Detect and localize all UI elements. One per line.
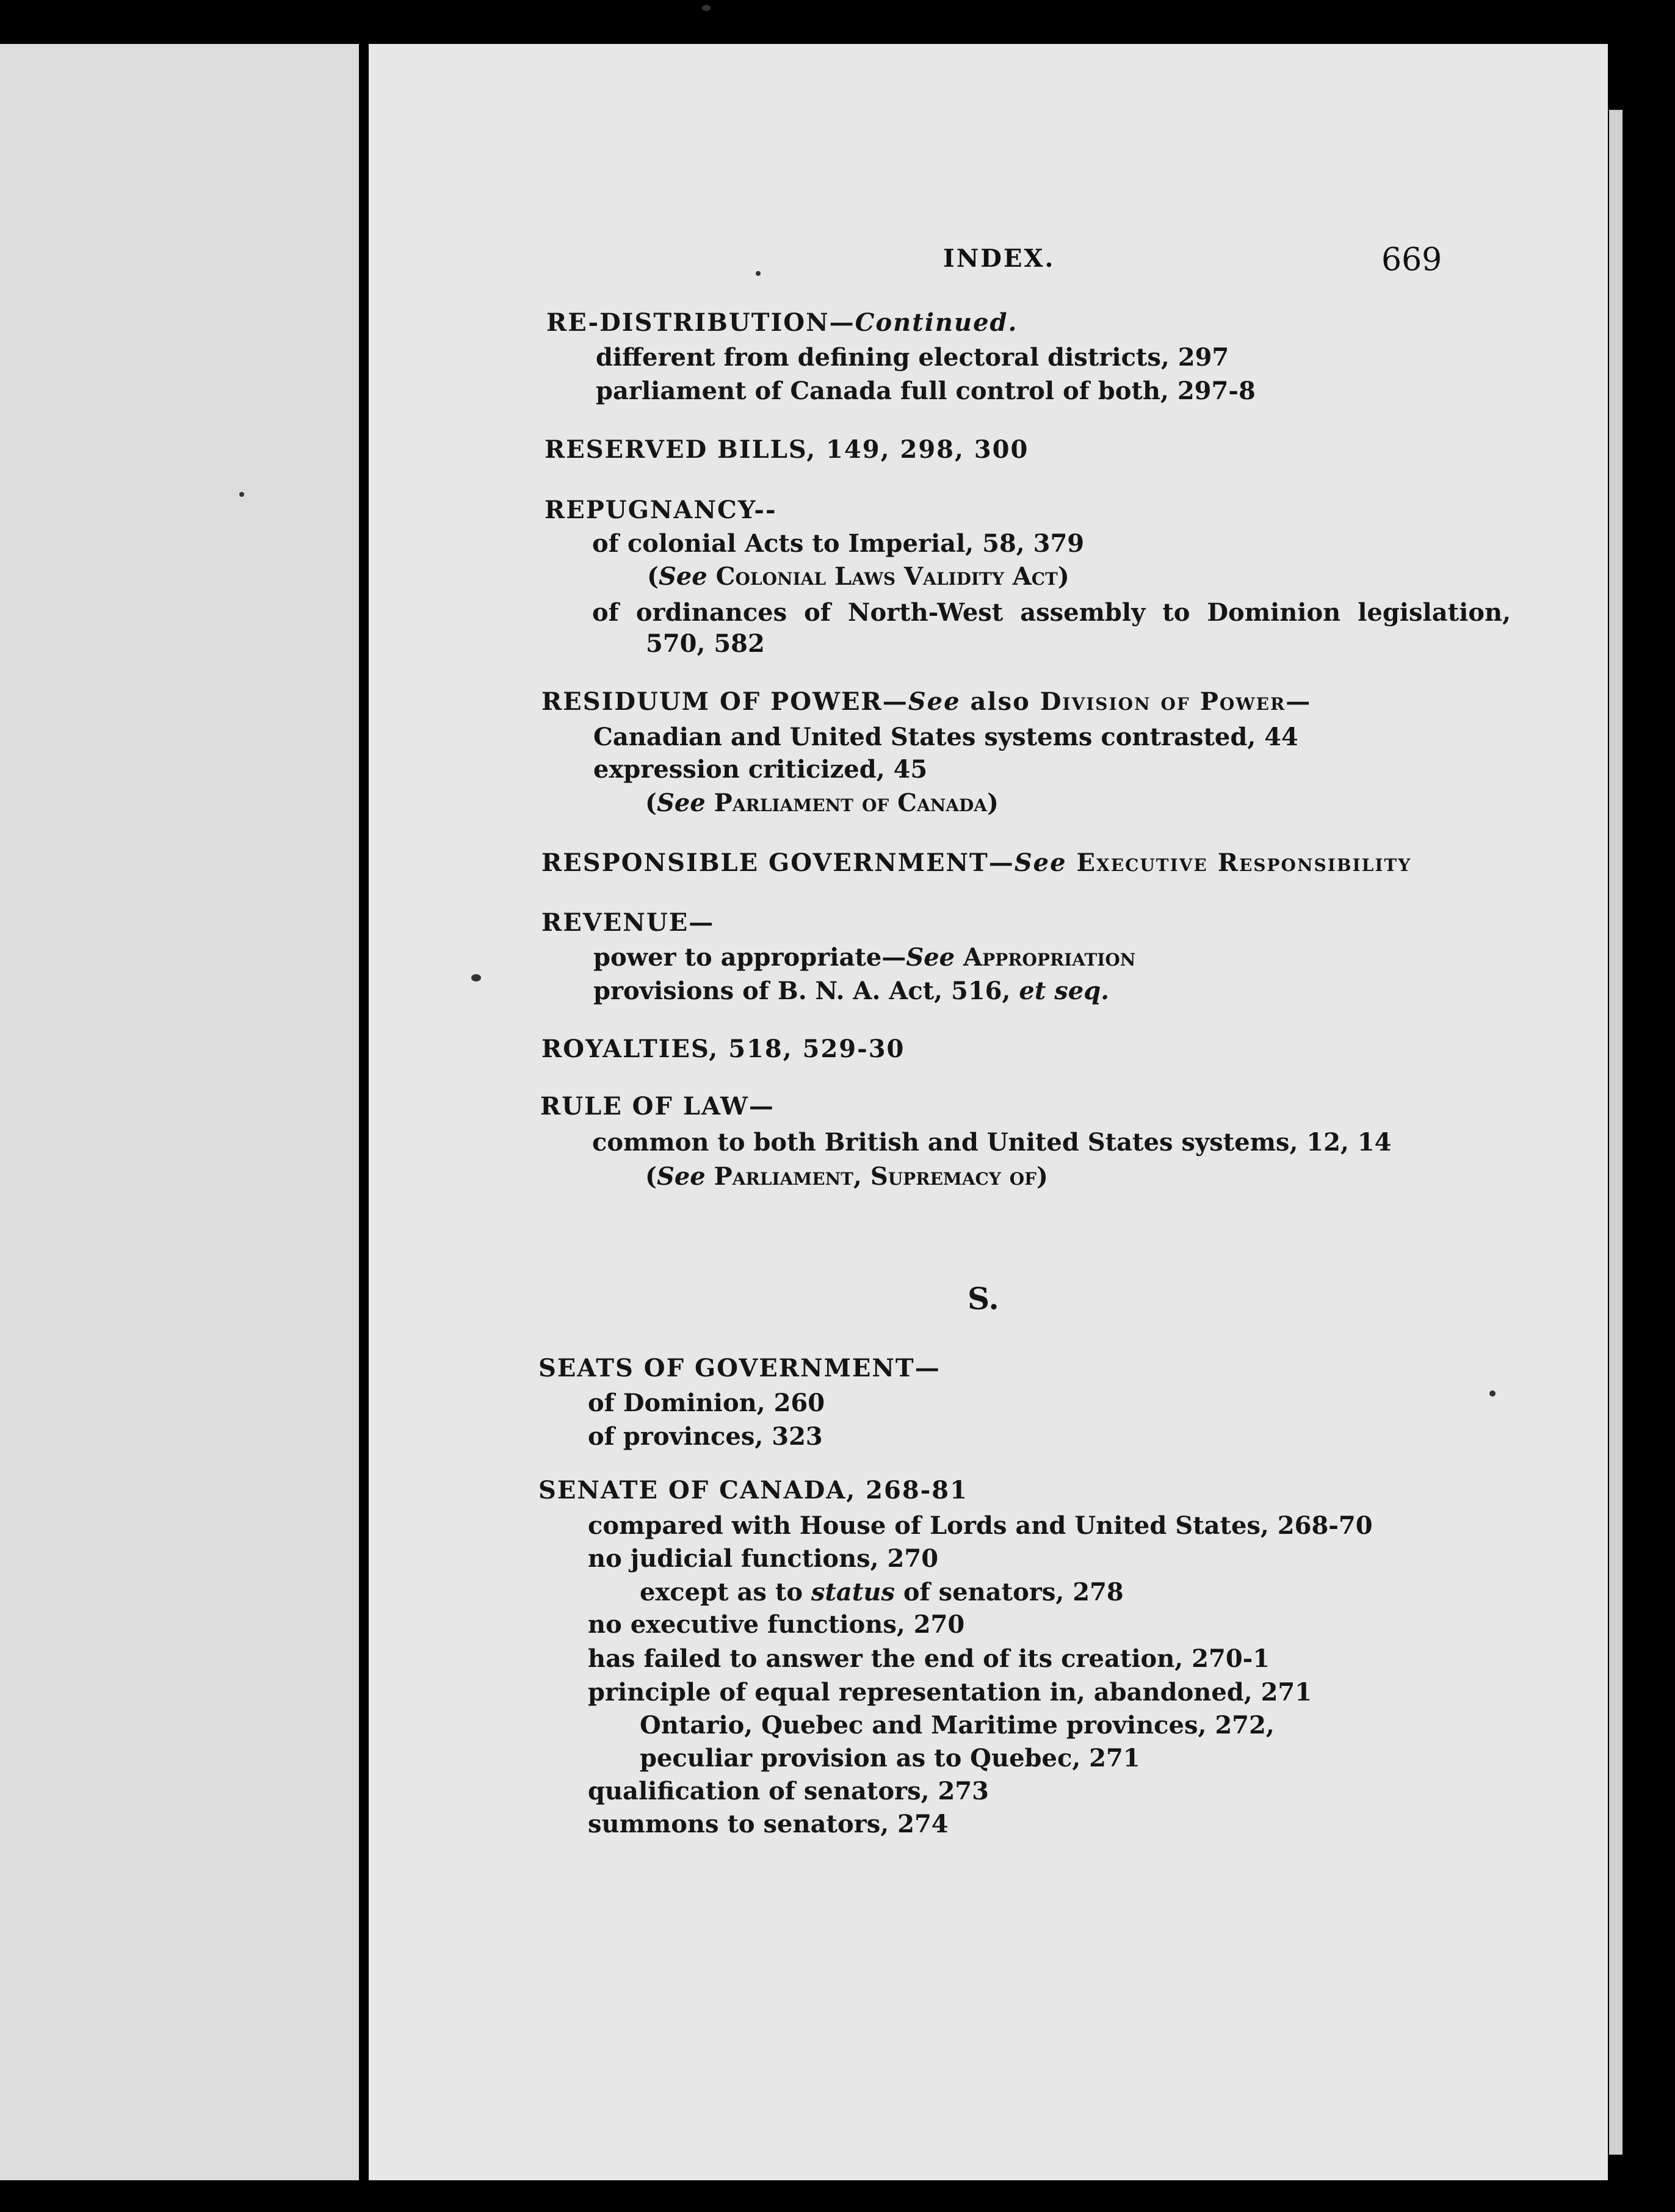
entry-heading-responsible-government bbox=[541, 848, 1411, 877]
entry-heading-royalties: ROYALTIES, 518, 529-30 bbox=[541, 1035, 905, 1063]
subentry bbox=[593, 977, 1109, 1005]
subentry-text: power to appropriate— bbox=[593, 943, 906, 972]
see-label: See bbox=[908, 687, 961, 716]
subentry: has failed to answer the end of its creation, 270-1 bbox=[588, 1644, 1270, 1673]
paren: ( bbox=[645, 789, 657, 817]
heading-dash: — bbox=[829, 308, 855, 337]
subentry: different from defining electoral districts, 297 bbox=[596, 343, 1229, 372]
entry-heading-seats: SEATS OF GOVERNMENT— bbox=[538, 1354, 941, 1382]
subentry: of colonial Acts to Imperial, 58, 379 bbox=[592, 529, 1085, 558]
paren: ( bbox=[647, 562, 659, 591]
subentry: no judicial functions, 270 bbox=[588, 1544, 939, 1573]
see-label: See bbox=[656, 1162, 706, 1191]
scan-speck bbox=[702, 5, 711, 11]
page-number: 669 bbox=[1381, 242, 1442, 278]
subentry: compared with House of Lords and United States, 268-70 bbox=[588, 1511, 1373, 1540]
subentry-text: except as to bbox=[640, 1578, 811, 1607]
subentry-nested: Ontario, Quebec and Maritime provinces, 272, bbox=[640, 1711, 1275, 1740]
subentry: Canadian and United States systems contrasted, 44 bbox=[593, 723, 1298, 751]
subentry: expression criticized, 45 bbox=[593, 755, 928, 784]
entry-heading-senate: SENATE OF CANADA, 268-81 bbox=[538, 1476, 968, 1505]
running-header: INDEX. bbox=[943, 244, 1055, 273]
paren: ) bbox=[987, 789, 999, 817]
subentry: no executive functions, 270 bbox=[588, 1610, 965, 1639]
heading-text: RE-DISTRIBUTION bbox=[546, 308, 830, 337]
reference-target: Division of Power bbox=[1040, 687, 1286, 716]
see-label: See bbox=[656, 789, 706, 817]
section-letter: S. bbox=[968, 1281, 999, 1317]
entry-heading-residuum bbox=[541, 687, 1311, 716]
subentry: summons to senators, 274 bbox=[588, 1810, 949, 1838]
scan-speck bbox=[1489, 1390, 1496, 1397]
entry-heading-repugnancy: REPUGNANCY-- bbox=[544, 496, 777, 524]
previous-page-edge bbox=[0, 44, 359, 2180]
paren: ) bbox=[1057, 562, 1069, 591]
see-label: See bbox=[1014, 848, 1067, 877]
subentry: of ordinances of North-West assembly to Dominion legislation, bbox=[592, 598, 1511, 627]
subentry: common to both British and United States systems, 12, 14 bbox=[592, 1128, 1392, 1157]
heading-note: Continued. bbox=[855, 308, 1018, 337]
subentry-nested: peculiar provision as to Quebec, 271 bbox=[640, 1744, 1140, 1773]
entry-heading-reserved-bills: RESERVED BILLS, 149, 298, 300 bbox=[544, 435, 1029, 464]
heading-dash: — bbox=[1286, 687, 1312, 716]
entry-heading-revenue: REVENUE— bbox=[541, 908, 715, 937]
subentry-text: of senators, 278 bbox=[894, 1578, 1124, 1607]
see-label: See bbox=[658, 562, 707, 591]
reference-target: Colonial Laws Validity Act bbox=[715, 562, 1058, 591]
italic-text: status bbox=[811, 1578, 895, 1607]
paren: ( bbox=[645, 1162, 657, 1191]
subentry-continuation: 570, 582 bbox=[646, 629, 765, 658]
entry-heading-rule-of-law: RULE OF LAW— bbox=[540, 1092, 775, 1121]
heading-text: RESPONSIBLE GOVERNMENT— bbox=[541, 848, 1015, 877]
reference-target: Parliament of Canada bbox=[714, 789, 988, 817]
paren: ) bbox=[1036, 1162, 1048, 1191]
subentry: of provinces, 323 bbox=[588, 1422, 823, 1451]
subentry-text: provisions of B. N. A. Act, 516, bbox=[593, 977, 1019, 1005]
subentry: parliament of Canada full control of both, 297-8 bbox=[596, 377, 1256, 405]
subentry-nested bbox=[640, 1578, 1124, 1607]
scan-speck bbox=[756, 271, 761, 276]
scan-speck bbox=[239, 492, 244, 497]
subentry: qualification of senators, 273 bbox=[588, 1777, 989, 1805]
cross-reference bbox=[645, 1162, 1048, 1191]
scan-speck bbox=[471, 974, 481, 981]
reference-target: Executive Responsibility bbox=[1076, 848, 1412, 877]
reference-target: Appropriation bbox=[963, 943, 1136, 972]
also-text: also bbox=[960, 687, 1040, 716]
cross-reference bbox=[645, 789, 999, 817]
subentry: of Dominion, 260 bbox=[588, 1389, 825, 1417]
see-label: See bbox=[906, 943, 955, 972]
italic-text: et seq. bbox=[1019, 977, 1110, 1005]
cross-reference bbox=[647, 562, 1069, 591]
entry-heading-redistribution bbox=[546, 308, 1018, 337]
reference-target: Parliament, Supremacy of bbox=[714, 1162, 1037, 1191]
subentry bbox=[593, 943, 1135, 972]
page-edge-shadow bbox=[1609, 110, 1623, 2155]
heading-text: RESIDUUM OF POWER— bbox=[541, 687, 908, 716]
subentry: principle of equal representation in, abandoned, 271 bbox=[588, 1678, 1312, 1707]
